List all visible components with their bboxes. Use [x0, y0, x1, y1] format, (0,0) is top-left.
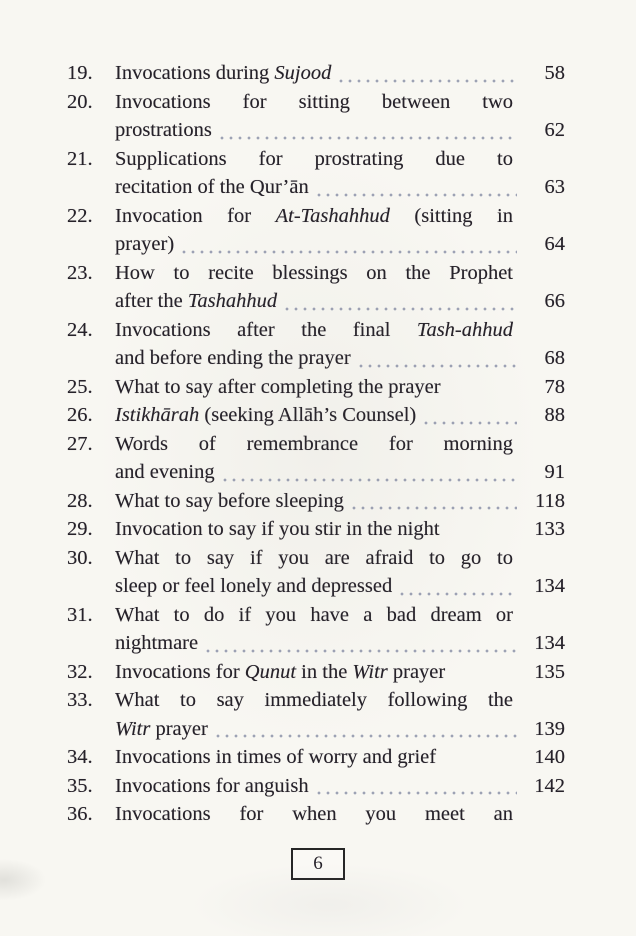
entry-page-number: 63 [544, 176, 565, 198]
toc-entry [67, 743, 565, 772]
dot-leader [339, 59, 517, 88]
entry-last-line [115, 743, 565, 772]
toc-entry [67, 658, 565, 687]
entry-body [115, 515, 565, 544]
entry-number: 33. [67, 689, 93, 711]
entry-line-text: Invocation to say if you stir in the night [115, 518, 440, 540]
entry-number: 35. [67, 774, 93, 797]
toc-entry [67, 544, 565, 601]
entry-line-text: Invocations for Qunut in the Witr prayer [115, 660, 446, 683]
entry-body [115, 88, 565, 145]
dot-leader [223, 458, 517, 487]
toc-entry [67, 686, 565, 743]
dot-leader [220, 116, 517, 145]
entry-last-line [115, 658, 565, 687]
transliterated-term: Tashahhud [187, 290, 278, 312]
entry-number: 28. [67, 489, 93, 512]
entry-line: How to recite blessings on the Prophet [115, 261, 513, 284]
entry-body [115, 373, 565, 402]
entry-last-line [115, 572, 565, 601]
entry-line: Supplications for prostrating due to [115, 147, 513, 170]
entry-body [115, 601, 565, 658]
entry-number: 23. [67, 261, 93, 284]
entry-number: 30. [67, 546, 93, 569]
entry-number: 20. [67, 90, 93, 113]
dot-leader [352, 487, 517, 516]
toc-entry [67, 373, 565, 402]
entry-line-text: Invocations in times of worry and grief [115, 746, 437, 768]
toc-entry [67, 401, 565, 430]
entry-page-number: 58 [544, 62, 565, 84]
entry-body [115, 772, 565, 801]
folio-box [291, 848, 345, 880]
entry-last-line [115, 515, 565, 544]
entry-last-line [115, 772, 565, 801]
dot-leader [359, 344, 517, 373]
entry-last-line [115, 458, 565, 487]
entry-last-line [115, 401, 565, 430]
entry-page-number: 62 [544, 119, 565, 141]
dot-leader [317, 173, 517, 202]
entry-line-text: What to say before sleeping [115, 489, 344, 512]
entry-line-text: recitation of the Qur’ān [115, 176, 309, 198]
entry-line-text: prostrations [115, 119, 212, 141]
transliterated-term: Sujood [274, 62, 332, 84]
dot-leader [285, 287, 517, 316]
toc-entry [67, 430, 565, 487]
entry-last-line [115, 116, 565, 145]
dot-leader [182, 230, 517, 259]
entry-line: What to say immediately following the [115, 689, 513, 711]
entry-page-number: 133 [534, 518, 565, 540]
toc-entry [67, 487, 565, 516]
entry-body [115, 145, 565, 202]
dot-leader [216, 715, 517, 744]
transliterated-term: Qunut [244, 660, 297, 683]
entry-last-line [115, 344, 565, 373]
entry-line-text: sleep or feel lonely and depressed [115, 575, 393, 597]
page-number: 6 [313, 853, 323, 874]
toc-entry [67, 59, 565, 88]
entry-body [115, 686, 565, 743]
toc-entry [67, 601, 565, 658]
entry-page-number: 91 [544, 461, 565, 483]
entry-line: Words of remembrance for morning [115, 432, 513, 455]
dot-leader [400, 572, 517, 601]
entry-number: 34. [67, 746, 93, 768]
toc-entry [67, 515, 565, 544]
entry-line-text: and before ending the prayer [115, 347, 351, 369]
entry-line: Invocations after the final Tash-ahhud [115, 318, 513, 341]
entry-page-number: 140 [534, 746, 565, 768]
entry-page-number: 66 [544, 290, 565, 312]
entry-line-text: Invocations during Sujood [115, 62, 332, 84]
entry-number: 21. [67, 147, 93, 170]
entry-last-line [115, 715, 565, 744]
toc-entry [67, 772, 565, 801]
entry-page-number: 68 [544, 347, 565, 369]
transliterated-term: Istikhārah [115, 404, 200, 426]
transliterated-term: Witr [115, 717, 151, 740]
entry-last-line [115, 173, 565, 202]
entry-number: 27. [67, 432, 93, 455]
entry-line-text: after the Tashahhud [115, 290, 278, 312]
entry-body [115, 800, 565, 829]
dot-leader [206, 629, 517, 658]
entry-last-line [115, 629, 565, 658]
toc-entry [67, 316, 565, 373]
entry-line: What to say if you are afraid to go to [115, 546, 513, 569]
entry-number: 24. [67, 318, 93, 341]
entry-page-number: 118 [535, 489, 565, 512]
dot-leader [444, 743, 517, 772]
entry-last-line [115, 59, 565, 88]
entry-number: 29. [67, 518, 93, 540]
entry-body [115, 401, 565, 430]
entry-number: 26. [67, 404, 93, 426]
entry-body [115, 743, 565, 772]
entry-last-line [115, 373, 565, 402]
entry-body [115, 59, 565, 88]
entry-line-text: What to say after completing the prayer [115, 375, 441, 398]
entry-page-number: 78 [544, 375, 565, 398]
entry-line-text: Witr prayer [115, 717, 208, 740]
entry-page-number: 64 [544, 233, 565, 255]
entry-line: What to do if you have a bad dream or [115, 603, 513, 626]
entry-number: 25. [67, 375, 93, 398]
toc-entry [67, 800, 565, 829]
entry-number: 22. [67, 204, 93, 227]
entry-number: 36. [67, 803, 93, 825]
transliterated-term: At-Tashahhud [275, 204, 390, 227]
entry-page-number: 139 [534, 717, 565, 740]
dot-leader [424, 401, 517, 430]
transliterated-term: Witr [352, 660, 388, 683]
dot-leader [453, 658, 517, 687]
entry-number: 31. [67, 603, 93, 626]
entry-number: 32. [67, 660, 93, 683]
toc-entry [67, 202, 565, 259]
toc-entry [67, 88, 565, 145]
entry-page-number: 135 [534, 660, 565, 683]
entry-body [115, 259, 565, 316]
entry-page-number: 134 [534, 632, 565, 654]
entry-body [115, 202, 565, 259]
entry-body [115, 544, 565, 601]
entry-page-number: 142 [534, 774, 565, 797]
dot-leader [449, 373, 517, 402]
toc-entry [67, 259, 565, 316]
toc-list [67, 59, 565, 829]
entry-line-text: Istikhārah (seeking Allāh’s Counsel) [115, 404, 417, 426]
dot-leader [317, 772, 517, 801]
entry-line-text: and evening [115, 461, 215, 483]
entry-line-text: Invocations for anguish [115, 774, 309, 797]
entry-line: Invocations for sitting between two [115, 90, 513, 113]
entry-last-line [115, 287, 565, 316]
entry-page-number: 134 [534, 575, 565, 597]
entry-page-number: 88 [544, 404, 565, 426]
entry-body [115, 316, 565, 373]
entry-last-line [115, 487, 565, 516]
entry-line-text: nightmare [115, 632, 199, 654]
entry-number: 19. [67, 62, 93, 84]
entry-body [115, 487, 565, 516]
entry-body [115, 658, 565, 687]
toc-entry [67, 145, 565, 202]
entry-line-text: prayer) [115, 233, 175, 255]
entry-body [115, 430, 565, 487]
entry-line: Invocation for At-Tashahhud (sitting in [115, 204, 513, 227]
entry-last-line [115, 230, 565, 259]
dot-leader [448, 515, 517, 544]
entry-line: Invocations for when you meet an [115, 803, 513, 825]
transliterated-term: Tash-ahhud [416, 318, 513, 341]
